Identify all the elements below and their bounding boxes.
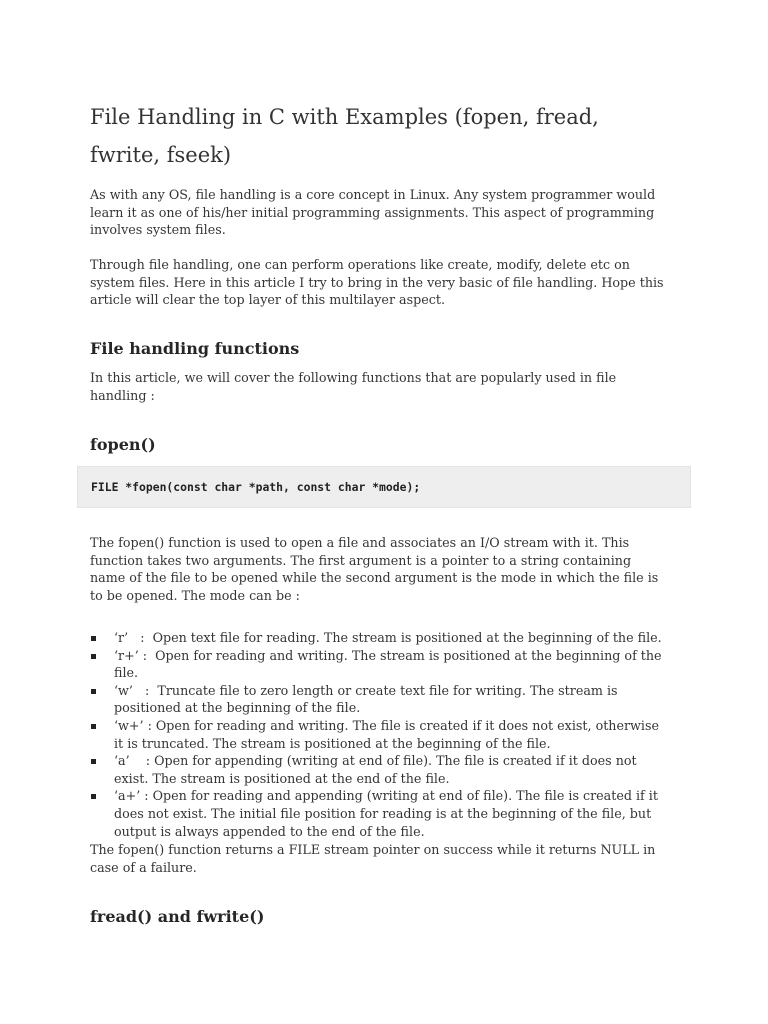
text-line: involves system files. xyxy=(90,222,226,238)
page-title-line: File Handling in C with Examples (fopen, fread, xyxy=(90,105,599,129)
mode-text-line: ‘a’ : Open for appending (writing at end of file). The file is created if it does not xyxy=(114,753,637,769)
mode-text-line: file. xyxy=(114,665,139,681)
bullet-square-icon xyxy=(91,794,96,799)
page-title-line: fwrite, fseek) xyxy=(90,143,232,167)
mode-text-line: ‘a+’ : Open for reading and appending (writing at end of file). The file is created if it xyxy=(114,788,658,804)
mode-text-line: ‘r+’ : Open for reading and writing. The stream is positioned at the beginning of the xyxy=(114,647,662,663)
text-line: system files. Here in this article I try to bring in the very basic of file handling. Hope this xyxy=(90,274,664,290)
mode-list-item-w-plus xyxy=(90,717,662,752)
code-block-fopen-signature: FILE *fopen(const char *path, const char *mode); xyxy=(77,466,691,508)
section-heading-fopen: fopen() xyxy=(90,435,156,454)
text-line: learn it as one of his/her initial programming assignments. This aspect of programming xyxy=(90,204,655,220)
mode-text-line: exist. The stream is positioned at the end of the file. xyxy=(114,770,450,786)
section-heading-file-handling-functions: File handling functions xyxy=(90,339,300,358)
mode-text-line: positioned at the beginning of the file. xyxy=(114,700,361,716)
bullet-square-icon xyxy=(91,689,96,694)
mode-list-item-a-plus xyxy=(90,787,662,840)
intro-paragraph xyxy=(90,186,655,239)
page-title xyxy=(90,98,599,174)
text-line: In this article, we will cover the following functions that are popularly used in file xyxy=(90,370,617,385)
intro-paragraph xyxy=(90,256,664,309)
text-line: article will clear the top layer of this multilayer aspect. xyxy=(90,292,445,308)
mode-text-line: output is always appended to the end of the file. xyxy=(114,823,425,839)
text-line: handling : xyxy=(90,387,155,403)
mode-text-line: does not exist. The initial file position for reading is at the beginning of the file, but xyxy=(114,805,652,821)
bullet-square-icon xyxy=(91,636,96,641)
mode-list-item-r xyxy=(90,629,662,647)
mode-list-item-w xyxy=(90,682,662,717)
mode-text-line: ‘w’ : Truncate file to zero length or create text file for writing. The stream is xyxy=(114,682,618,698)
mode-list-item-r-plus xyxy=(90,647,662,682)
text-line: Through file handling, one can perform operations like create, modify, delete etc on xyxy=(90,257,630,272)
text-line: function takes two arguments. The first argument is a pointer to a string containing xyxy=(90,552,632,568)
text-line: to be opened. The mode can be : xyxy=(90,587,300,603)
text-line: The fopen() function is used to open a file and associates an I/O stream with it. This xyxy=(90,535,630,550)
text-line: As with any OS, file handling is a core concept in Linux. Any system programmer would xyxy=(90,187,656,202)
fopen-return-paragraph xyxy=(90,841,655,876)
text-line: name of the file to be opened while the second argument is the mode in which the file is xyxy=(90,570,659,586)
mode-text-line: ‘w+’ : Open for reading and writing. The file is created if it does not exist, otherwise xyxy=(114,717,659,733)
fopen-description-paragraph xyxy=(90,534,658,604)
text-line: case of a failure. xyxy=(90,859,197,875)
mode-text-line: ‘r’ : Open text file for reading. The stream is positioned at the beginning of the file. xyxy=(114,630,662,645)
section-heading-fread-fwrite: fread() and fwrite() xyxy=(90,907,265,926)
functions-paragraph xyxy=(90,369,616,404)
mode-list-item-a xyxy=(90,752,662,787)
bullet-square-icon xyxy=(91,724,96,729)
bullet-square-icon xyxy=(91,654,96,659)
mode-text-line: it is truncated. The stream is positioned at the beginning of the file. xyxy=(114,735,551,751)
fopen-mode-list xyxy=(90,629,662,840)
text-line: The fopen() function returns a FILE stream pointer on success while it returns NULL in xyxy=(90,842,656,857)
bullet-square-icon xyxy=(91,759,96,764)
